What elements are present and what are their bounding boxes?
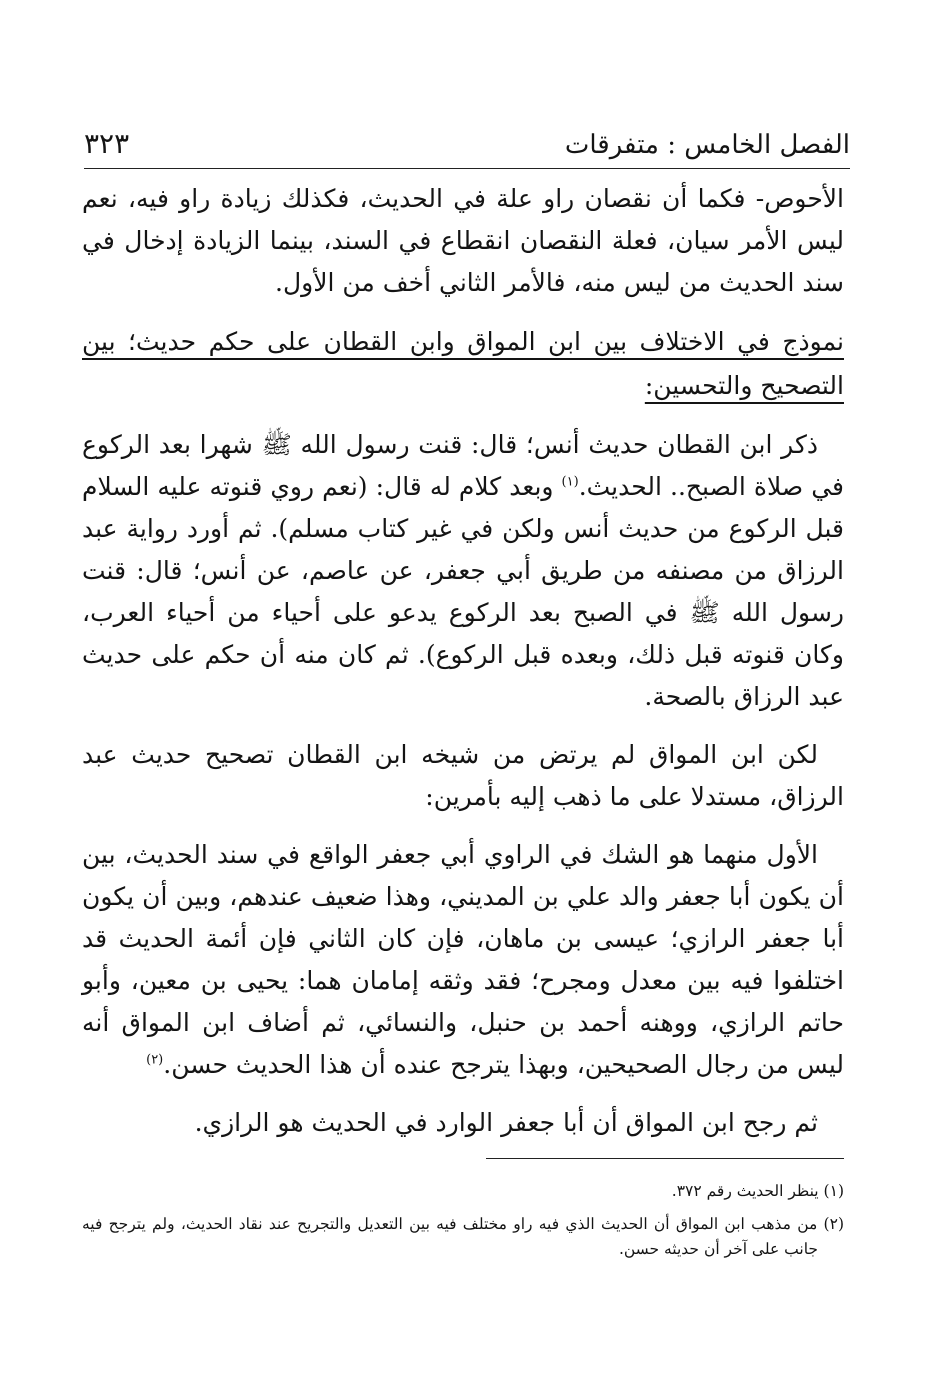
page-header — [84, 108, 850, 169]
footnotes — [82, 1179, 844, 1262]
section-heading: نموذج في الاختلاف بين ابن المواق وابن القطان على حكم حديث؛ بين التصحيح والتحسين: — [82, 327, 844, 400]
footnote-1: (١) ينظر الحديث رقم ٣٧٢. — [671, 1182, 844, 1200]
paragraph-2 — [82, 424, 844, 718]
paragraph-2-part-1: ذكر ابن القطان حديث أنس؛ قال: قنت رسول الله ﷺ شهرا بعد الركوع في صلاة الصبح.. الحديث. — [82, 430, 844, 501]
paragraph-1: الأحوص- فكما أن نقصان راو علة في الحديث، فكذلك زيادة راو فيه، نعم ليس الأمر سيان، فعلة النقصان انقطاع في السند، بينما الزيادة إدخال في سند الحديث من ليس منه، فالأمر الثاني أخف من الأول. — [82, 184, 844, 297]
paragraph-2-part-2: وبعد كلام له قال: (نعم روي قنوته عليه السلام قبل الركوع من حديث أنس ولكن في غير كتاب مسلم). ثم أورد رواية عبد الرزاق من مصنفه من طريق أبي جعفر، عن عاصم، عن أنس؛ قال: قنت رسول الله ﷺ في الصبح بعد الركوع يدعو على أحياء من أحياء العرب، وكان قنوته قبل ذلك، وبعده قبل الركوع). ثم كان منه أن حكم على حديث عبد الرزاق بالصحة. — [82, 472, 844, 711]
page-number: ٣٢٣ — [84, 127, 130, 160]
footnote-separator — [486, 1158, 844, 1159]
footnote-2: (٢) من مذهب ابن المواق أن الحديث الذي فيه راو مختلف فيه بين التعديل والتجريح عند نقاد الحديث، ولم يترجح فيه جانب على آخر أن حديثه حسن. — [82, 1215, 844, 1258]
paragraph-4 — [82, 834, 844, 1086]
paragraph-4-text: الأول منهما هو الشك في الراوي أبي جعفر الواقع في سند الحديث، بين أن يكون أبا جعفر والد علي بن المديني، وهذا ضعيف عندهم، وبين أن يكون أبا جعفر الرازي؛ عيسى بن ماهان، فإن كان الثاني فإن أئمة الحديث قد اختلفوا فيه بين معدل ومجرح؛ فقد وثقه إمامان هما: يحيى بن معين، وأبو حاتم الرازي، ووهنه أحمد بن حنبل، والنسائي، ثم أضاف ابن المواق أنه ليس من رجال الصحيحين، وبهذا يترجح عنده أن هذا الحديث حسن. — [82, 840, 844, 1079]
chapter-title: الفصل الخامس : متفرقات — [564, 130, 850, 160]
footnote-marker-2[interactable]: (٢) — [146, 1052, 164, 1068]
page-body — [82, 178, 844, 1270]
footnote-marker-1[interactable]: (١) — [561, 474, 579, 490]
paragraph-3: لكن ابن المواق لم يرتض من شيخه ابن القطان تصحيح حديث عبد الرزاق، مستدلا على ما ذهب إليه بأمرين: — [82, 740, 844, 811]
paragraph-5: ثم رجح ابن المواق أن أبا جعفر الوارد في الحديث هو الرازي. — [194, 1108, 818, 1137]
